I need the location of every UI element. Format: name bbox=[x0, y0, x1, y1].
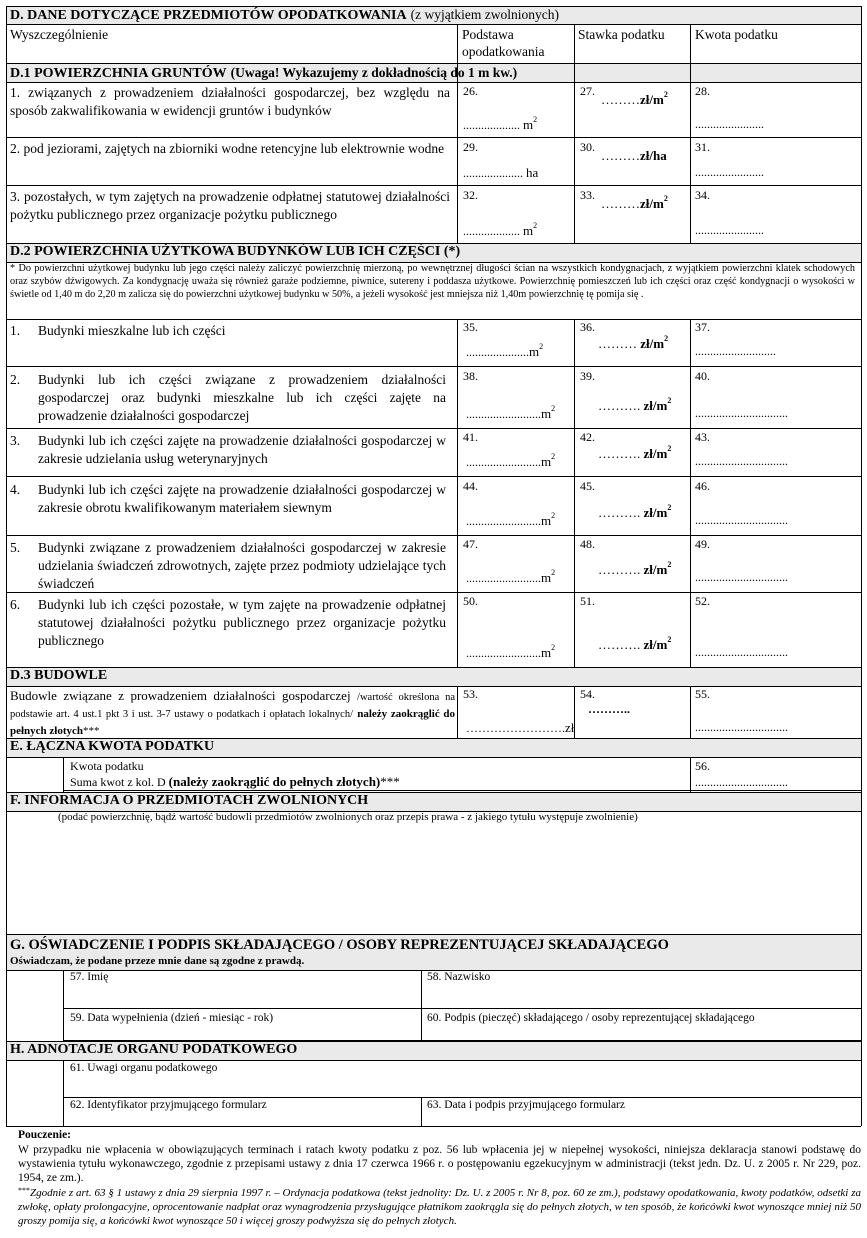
field-45-number: 45. bbox=[580, 479, 595, 493]
field-41-number: 41. bbox=[463, 430, 478, 444]
pouczenie-stars: *** bbox=[18, 1186, 30, 1195]
base-dots: ......................... bbox=[466, 646, 541, 660]
field-53-input[interactable] bbox=[466, 720, 574, 736]
f-title: F. INFORMACJA O PRZEDMIOTACH ZWOLNIONYCH bbox=[10, 793, 369, 808]
field-56-input[interactable]: ............................... bbox=[695, 775, 788, 789]
field-53-unit: zł bbox=[565, 720, 575, 735]
rate-dots: ………. bbox=[598, 398, 641, 413]
e-line-1: Kwota podatku bbox=[70, 759, 144, 773]
field-29-number: 29. bbox=[463, 140, 478, 154]
field-52-number: 52. bbox=[695, 594, 710, 608]
field-36-input[interactable] bbox=[598, 336, 668, 352]
field-28-input[interactable]: ....................... bbox=[695, 117, 764, 131]
d2-row-2-text: Budynki lub ich części związane z prowadzeniem działalności gospodarczej oraz budynki mieszkalne lub ich części zajęte na prowadzenie działalności gospodarczej bbox=[38, 372, 446, 423]
field-38-number: 38. bbox=[463, 369, 478, 383]
d1-title-wrap bbox=[10, 64, 517, 82]
field-60-label: 60. Podpis (pieczęć) składającego / osoby reprezentującej składającego bbox=[427, 1012, 755, 1024]
field-61-label: 61. Uwagi organu podatkowego bbox=[70, 1062, 218, 1074]
d2-row-3-text: Budynki lub ich części zajęte na prowadzenie działalności gospodarczej w zakresie udzielania usług weterynaryjnych bbox=[38, 433, 446, 466]
field-48-input[interactable] bbox=[598, 562, 671, 578]
col-base-header bbox=[462, 26, 544, 60]
field-37-input[interactable]: ........................... bbox=[695, 344, 776, 358]
rate-dots: ………. bbox=[598, 505, 641, 520]
rate-unit-sup: 2 bbox=[667, 560, 672, 569]
base-unit-sup: 2 bbox=[533, 221, 538, 230]
field-28-number: 28. bbox=[695, 84, 710, 98]
field-36-number: 36. bbox=[580, 320, 595, 334]
field-30-input[interactable] bbox=[601, 148, 667, 164]
base-dots: .................... bbox=[463, 166, 523, 180]
d3-text-a: Budowle związane z prowadzeniem działalności gospodarczej bbox=[10, 688, 351, 703]
base-unit: m bbox=[541, 645, 552, 660]
base-unit-sup: 2 bbox=[551, 452, 556, 461]
rate-unit: zł/ha bbox=[640, 148, 667, 163]
col-rate-header: Stawka podatku bbox=[578, 27, 665, 42]
e-line-2a: Suma kwot z kol. D bbox=[70, 775, 166, 789]
rate-dots: ……… bbox=[601, 148, 640, 163]
field-38-input[interactable] bbox=[466, 406, 555, 422]
base-unit-sup: 2 bbox=[539, 342, 544, 351]
d3-header bbox=[6, 667, 861, 686]
field-58-label: 58. Nazwisko bbox=[427, 971, 491, 983]
field-55-input[interactable]: ............................... bbox=[695, 720, 788, 734]
col-amount-header: Kwota podatku bbox=[695, 27, 778, 42]
field-50-number: 50. bbox=[463, 594, 478, 608]
col-base-header-1: Podstawa bbox=[462, 27, 514, 42]
d2-title: D.2 POWIERZCHNIA UŻYTKOWA BUDYNKÓW LUB ICH CZĘŚCI (*) bbox=[10, 244, 461, 259]
base-unit-sup: 2 bbox=[551, 568, 556, 577]
field-34-number: 34. bbox=[695, 188, 710, 202]
pouczenie-italic-wrap bbox=[18, 1186, 861, 1228]
field-35-number: 35. bbox=[463, 320, 478, 334]
base-unit-sup: 2 bbox=[551, 404, 556, 413]
rate-unit: zł/m bbox=[643, 562, 668, 577]
base-dots: ......................... bbox=[466, 514, 541, 528]
field-46-input[interactable]: ............................... bbox=[695, 513, 788, 527]
rate-unit-sup: 2 bbox=[664, 334, 669, 343]
rate-dots: ……… bbox=[601, 92, 640, 107]
field-47-number: 47. bbox=[463, 537, 478, 551]
rate-dots: ……… bbox=[598, 336, 637, 351]
d3-text bbox=[10, 688, 455, 739]
base-dots: ................... bbox=[463, 224, 520, 238]
rate-dots: ……… bbox=[601, 196, 640, 211]
field-39-input[interactable] bbox=[598, 398, 671, 414]
field-30-number: 30. bbox=[580, 140, 595, 154]
field-47-input[interactable] bbox=[466, 570, 555, 586]
base-unit: m bbox=[541, 570, 552, 585]
field-49-input[interactable]: ............................... bbox=[695, 570, 788, 584]
pouczenie-italic: Zgodnie z art. 63 § 1 ustawy z dnia 29 sierpnia 1997 r. – Ordynacja podatkowa (tekst jednolity: Dz. U. z 2005 r. Nr 8, poz. 60 ze zm.), podstawy opodatkowania, kwoty podatków, odsetki za zwłokę, opłaty prolongacyjne, oprocentowanie nadpłat oraz wynagrodzenia przysługujące płatnikom zaokrągla się do pełnych złotych, w ten sposób, że końcówki kwot wynoszące mniej niż 50 groszy pomija się, a końcówki kwot wynoszące 50 i więcej groszy podwyższa się do pełnych złotych. bbox=[18, 1187, 861, 1227]
field-54-input[interactable]: ……….. bbox=[588, 702, 630, 716]
g-title: G. OŚWIADCZENIE I PODPIS SKŁADAJĄCEGO / OSOBY REPREZENTUJĄCEJ SKŁADAJĄCEGO bbox=[10, 937, 669, 953]
e-line-2b: (należy zaokrąglić do pełnych złotych) bbox=[168, 774, 381, 789]
g-statement: Oświadczam, że podane przeze mnie dane są zgodne z prawdą. bbox=[10, 955, 305, 967]
rate-unit-sup: 2 bbox=[667, 635, 672, 644]
field-40-input[interactable]: ............................... bbox=[695, 406, 788, 420]
field-31-input[interactable]: ....................... bbox=[695, 165, 764, 179]
field-49-number: 49. bbox=[695, 537, 710, 551]
base-unit-sup: 2 bbox=[551, 643, 556, 652]
d3-title: D.3 BUDOWLE bbox=[10, 668, 108, 683]
rate-dots: ………. bbox=[598, 637, 641, 652]
rate-unit-sup: 2 bbox=[663, 90, 668, 99]
field-43-input[interactable]: ............................... bbox=[695, 454, 788, 468]
rate-unit: zł/m bbox=[640, 336, 665, 351]
f-note: (podać powierzchnię, bądź wartość budowli przedmiotów zwolnionych oraz przepis prawa - z jakiego tytułu występuje zwolnienie) bbox=[58, 811, 638, 823]
section-d-title-wrap bbox=[10, 6, 559, 24]
field-40-number: 40. bbox=[695, 369, 710, 383]
base-dots: ..................... bbox=[466, 345, 529, 359]
section-d-title: D. DANE DOTYCZĄCE PRZEDMIOTÓW OPODATKOWANIA bbox=[10, 8, 407, 23]
rate-dots: ………. bbox=[598, 562, 641, 577]
d2-row-4-text: Budynki lub ich części zajęte na prowadzenie działalności gospodarczej w zakresie obrotu kwalifikowanym materiałem siewnym bbox=[38, 482, 446, 515]
d1-row-1-text: 1. związanych z prowadzeniem działalności gospodarczej, bez względu na sposób zakwalifikowania w ewidencji gruntów i budynków bbox=[10, 85, 450, 118]
field-42-number: 42. bbox=[580, 430, 595, 444]
field-32-input[interactable] bbox=[463, 223, 537, 239]
field-32-number: 32. bbox=[463, 188, 478, 202]
field-54-number: 54. bbox=[580, 687, 595, 701]
d3-text-d: *** bbox=[83, 725, 100, 737]
col-base-header-2: opodatkowania bbox=[462, 44, 545, 59]
field-58-input[interactable] bbox=[423, 986, 859, 1008]
field-53-dots: ……………………. bbox=[466, 721, 565, 735]
base-dots: ................... bbox=[463, 118, 520, 132]
field-56-number: 56. bbox=[695, 759, 710, 773]
field-57-label: 57. Imię bbox=[70, 971, 109, 983]
col-spec-header: Wyszczególnienie bbox=[10, 27, 109, 42]
field-51-input[interactable] bbox=[598, 637, 671, 653]
rate-unit-sup: 2 bbox=[667, 444, 672, 453]
field-53-number: 53. bbox=[463, 687, 478, 701]
field-27-number: 27. bbox=[580, 84, 595, 98]
field-39-number: 39. bbox=[580, 369, 595, 383]
e-text bbox=[70, 758, 400, 790]
base-unit: m bbox=[541, 513, 552, 528]
d2-footnote: * Do powierzchni użytkowej budynku lub jego części należy zaliczyć powierzchnię mierzoną, po wewnętrznej długości ścian na wszystkich kondygnacjach, z wyjątkiem powierzchni klatek schodowych oraz szybów dźwigowych. Za kondygnację uważa się również garaże podziemne, piwnice, sutereny i poddasza użytkowe. Powierzchnię pomieszczeń lub ich części oraz część kondygnacji o wysokości w świetle od 1,40 m do 2,20 m zalicza się do powierzchni użytkowej budynku w 50%, a jeżeli wysokość jest mniejsza niż 1,40m powierzchnię tę pomija się . bbox=[10, 263, 855, 300]
rate-unit: zł/m bbox=[640, 92, 664, 107]
field-35-input[interactable] bbox=[466, 344, 543, 360]
field-41-input[interactable] bbox=[466, 454, 555, 470]
d2-row-5-num: 5. bbox=[10, 540, 21, 555]
field-37-number: 37. bbox=[695, 320, 710, 334]
base-unit-sup: 2 bbox=[551, 511, 556, 520]
d3-text-c: należy zaokrąglić do pełnych złotych bbox=[10, 708, 456, 737]
field-48-number: 48. bbox=[580, 537, 595, 551]
d2-row-2-num: 2. bbox=[10, 372, 21, 387]
field-31-number: 31. bbox=[695, 140, 710, 154]
rate-dots: ………. bbox=[598, 446, 641, 461]
field-62-label: 62. Identyfikator przyjmującego formularz bbox=[70, 1099, 267, 1111]
field-29-input[interactable] bbox=[463, 165, 538, 181]
rate-unit: zł/m bbox=[643, 446, 668, 461]
rate-unit: zł/m bbox=[643, 505, 668, 520]
field-46-number: 46. bbox=[695, 479, 710, 493]
base-dots: ......................... bbox=[466, 455, 541, 469]
d1-note: (Uwaga! Wykazujemy z dokładnością do 1 m kw.) bbox=[230, 65, 518, 80]
field-44-input[interactable] bbox=[466, 513, 555, 529]
field-55-number: 55. bbox=[695, 687, 710, 701]
base-unit: m bbox=[541, 406, 552, 421]
base-dots: ......................... bbox=[466, 571, 541, 585]
base-unit: m bbox=[523, 223, 534, 238]
field-26-input[interactable] bbox=[463, 117, 537, 133]
rate-unit-sup: 2 bbox=[663, 194, 668, 203]
d2-row-1-num: 1. bbox=[10, 323, 21, 338]
rate-unit-sup: 2 bbox=[667, 396, 672, 405]
d2-row-3-num: 3. bbox=[10, 433, 21, 448]
base-unit-sup: 2 bbox=[533, 115, 538, 124]
field-63-input[interactable] bbox=[423, 1112, 859, 1126]
d2-row-6-num: 6. bbox=[10, 597, 21, 612]
field-61-input[interactable] bbox=[63, 1076, 859, 1096]
field-51-number: 51. bbox=[580, 594, 595, 608]
d1-title: D.1 POWIERZCHNIA GRUNTÓW bbox=[10, 66, 227, 81]
base-dots: ......................... bbox=[466, 407, 541, 421]
field-59-input[interactable] bbox=[63, 1026, 421, 1040]
field-63-label: 63. Data i podpis przyjmującego formularz bbox=[427, 1099, 625, 1111]
e-title: E. ŁĄCZNA KWOTA PODATKU bbox=[10, 739, 215, 754]
field-34-input[interactable]: ....................... bbox=[695, 223, 764, 237]
field-57-input[interactable] bbox=[63, 986, 421, 1008]
rate-unit-sup: 2 bbox=[667, 503, 672, 512]
base-unit: m bbox=[541, 454, 552, 469]
field-33-input[interactable] bbox=[601, 196, 668, 212]
pouczenie-title: Pouczenie: bbox=[18, 1129, 72, 1141]
field-27-input[interactable] bbox=[601, 92, 668, 108]
field-62-input[interactable] bbox=[63, 1112, 421, 1126]
field-26-number: 26. bbox=[463, 84, 478, 98]
field-42-input[interactable] bbox=[598, 446, 671, 462]
d2-row-1-text: Budynki mieszkalne lub ich części bbox=[38, 323, 226, 338]
field-44-number: 44. bbox=[463, 479, 478, 493]
d1-row-2-text: 2. pod jeziorami, zajętych na zbiorniki wodne retencyjne lub elektrownie wodne bbox=[10, 141, 445, 156]
base-unit: m bbox=[523, 117, 534, 132]
field-60-input[interactable] bbox=[423, 1026, 859, 1040]
base-unit: m bbox=[529, 344, 540, 359]
field-50-input[interactable] bbox=[466, 645, 555, 661]
field-33-number: 33. bbox=[580, 188, 595, 202]
d2-row-5-text: Budynki związane z prowadzeniem działalności gospodarczej w zakresie udzielania świadczeń zdrowotnych, zajęte przez podmioty udzielające tych świadczeń bbox=[38, 540, 446, 591]
d1-row-3-text: 3. pozostałych, w tym zajętych na prowadzenie odpłatnej statutowej działalności pożytku publicznego przez organizacje pożytku publicznego bbox=[10, 189, 450, 222]
f-input-area[interactable] bbox=[8, 828, 858, 932]
h-title: H. ADNOTACJE ORGANU PODATKOWEGO bbox=[10, 1042, 298, 1057]
d2-row-4-num: 4. bbox=[10, 482, 21, 497]
pouczenie-text: W przypadku nie wpłacenia w obowiązujących terminach i ratach kwoty podatku z poz. 56 lub wpłacenia jej w niepełnej wysokości, niniejsza deklaracja stanowi podstawę do wystawienia tytułu wykonawczego, zgodnie z przepisami ustawy z dnia 17 czerwca 1966 r. o postępowaniu egzekucyjnym w administracji (tekst jedn. Dz. U. z 2005 r. Nr 229, poz. 1954, ze zm.). bbox=[18, 1144, 861, 1184]
d2-row-6-text: Budynki lub ich części pozostałe, w tym zajęte na prowadzenie odpłatnej statutowej działalności pożytku publicznego przez organizacje pożytku publicznego bbox=[38, 597, 446, 648]
rate-unit: zł/m bbox=[643, 398, 668, 413]
field-45-input[interactable] bbox=[598, 505, 671, 521]
field-59-label: 59. Data wypełnienia (dzień - miesiąc - rok) bbox=[70, 1012, 274, 1024]
rate-unit: zł/m bbox=[640, 196, 664, 211]
e-line-2c: *** bbox=[380, 774, 400, 789]
rate-unit: zł/m bbox=[643, 637, 668, 652]
base-unit: ha bbox=[526, 165, 539, 180]
field-43-number: 43. bbox=[695, 430, 710, 444]
section-d-title-note: (z wyjątkiem zwolnionych) bbox=[410, 7, 560, 22]
field-52-input[interactable]: ............................... bbox=[695, 645, 788, 659]
d3-text-b: /wartość określona na podstawie art. 4 ust.1 pkt 3 i ust. 3-7 ustawy o podatkach i opłatach lokalnych/ bbox=[10, 692, 456, 720]
